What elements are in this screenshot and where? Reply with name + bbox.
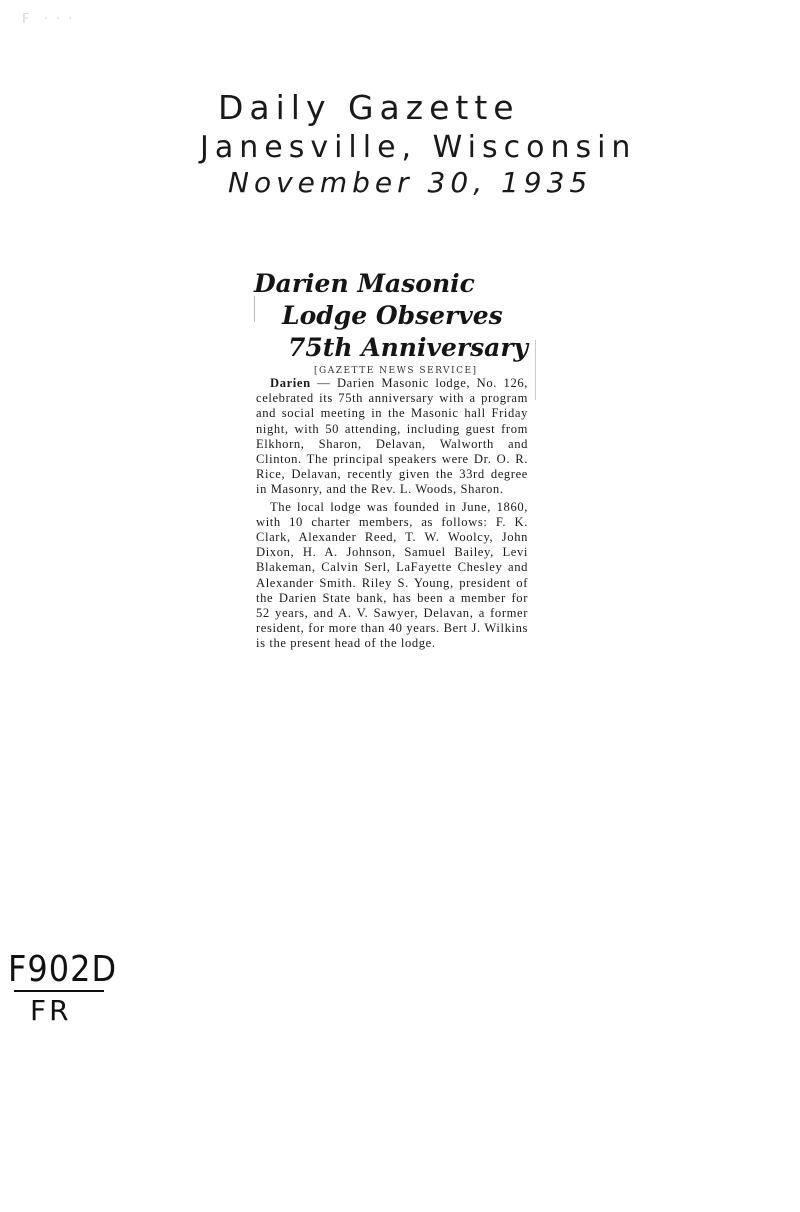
catalog-code: F902D xyxy=(8,948,118,990)
headline-line-3: 75th Anniversary xyxy=(288,333,529,362)
article-paragraph-1 xyxy=(256,376,528,498)
handwritten-location: Janesville, Wisconsin xyxy=(200,130,637,165)
catalog-subcode: FR xyxy=(30,994,72,1027)
catalog-divider xyxy=(14,990,104,992)
newspaper-clipping xyxy=(248,268,538,652)
article-paragraph-2: The local lodge was founded in June, 1860, with 10 charter members, as follows: F. K. Clark, Alexander Reed, T. W. Woolcy, John Dixon, H. A. Johnson, Samuel Bailey, Levi Blakeman, Calvin Serl, LaFayette Chesley and Alexander Smith. Riley S. Young, president of the Darien State bank, has been a member for 52 years, and A. V. Sawyer, Delavan, a former resident, for more than 40 years. Bert J. Wilkins is the present head of the lodge. xyxy=(256,499,528,651)
headline-line-2: Lodge Observes xyxy=(282,301,503,330)
handwritten-newspaper-name: Daily Gazette xyxy=(218,88,520,127)
article-headline xyxy=(248,268,538,364)
headline-line-1: Darien Masonic xyxy=(254,269,475,298)
news-service-credit: [GAZETTE NEWS SERVICE] xyxy=(314,366,478,376)
faint-stamp-mark: F · · · xyxy=(22,12,75,27)
lead-word: Darien xyxy=(270,376,311,390)
paragraph-1-text: — Darien Masonic lodge, No. 126, celebrated its 75th anniversary with a program and social meeting in the Masonic hall Friday night, with 50 attending, including guest from Elkhorn, Sharon, Delavan, Walworth and Clinton. The principal speakers were Dr. O. R. Rice, Delavan, recently given the 33rd degree in Masonry, and the Rev. L. Woods, Sharon. xyxy=(256,376,528,497)
handwritten-date: November 30, 1935 xyxy=(228,166,593,199)
article-body xyxy=(256,376,528,652)
